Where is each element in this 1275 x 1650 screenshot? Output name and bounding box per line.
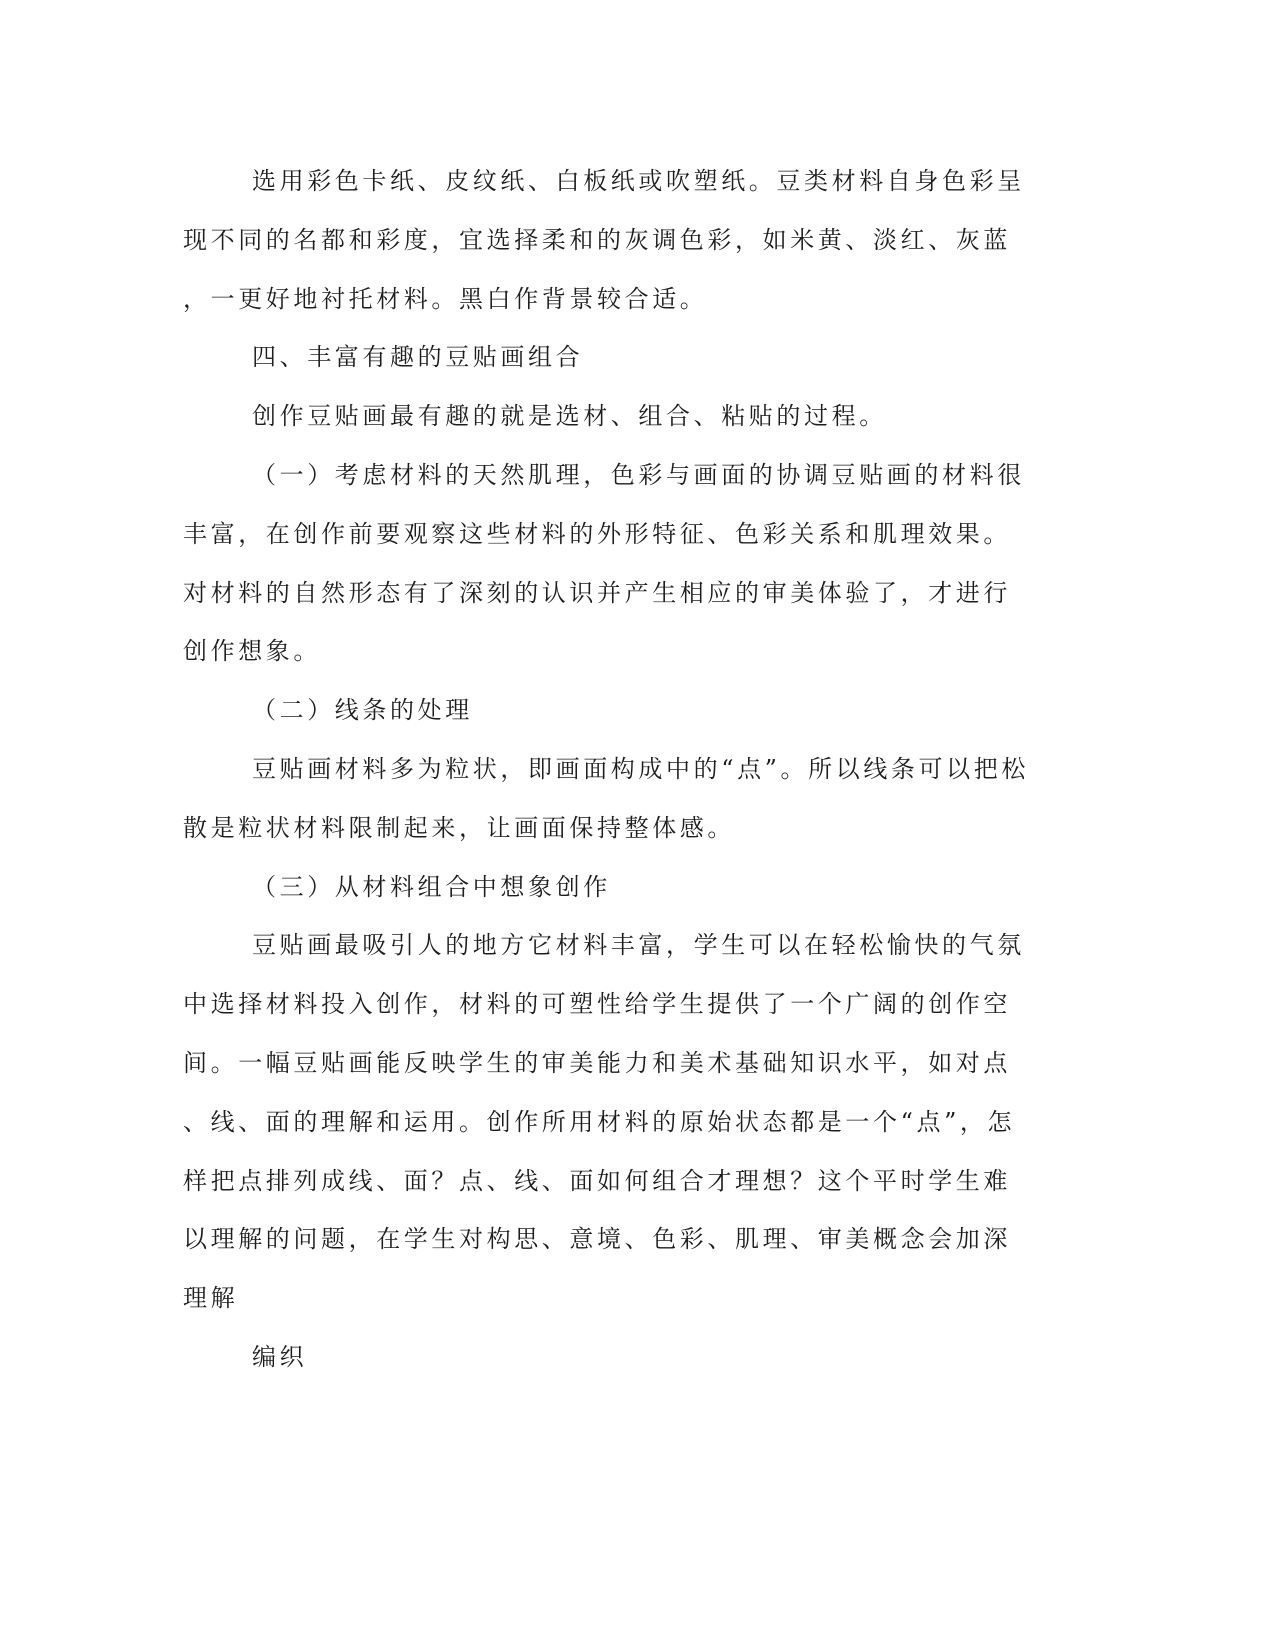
paragraph-subsection-1: [183, 446, 1083, 681]
text-line: 间。一幅豆贴画能反映学生的审美能力和美术基础知识水平，如对点: [183, 1048, 1011, 1077]
subsection-heading-2: [183, 681, 1083, 740]
paragraph-imagination: [183, 916, 1083, 1328]
text-line: 豆贴画最吸引人的地方它材料丰富，学生可以在轻松愉快的气氛: [252, 931, 1025, 960]
section-heading-4: [183, 328, 1083, 387]
text-line: 理解: [183, 1284, 239, 1313]
text-line: 创作豆贴画最有趣的就是选材、组合、粘贴的过程。: [252, 402, 887, 431]
text-line: 中选择材料投入创作，材料的可塑性给学生提供了一个广阔的创作空: [183, 990, 1011, 1019]
text-line: 样把点排列成线、面？点、线、面如何组合才理想？这个平时学生难: [183, 1166, 1011, 1195]
text-line: ，一更好地衬托材料。黑白作背景较合适。: [183, 284, 708, 313]
heading-line: （二）线条的处理: [252, 696, 473, 725]
text-line: 散是粒状材料限制起来，让画面保持整体感。: [183, 813, 735, 842]
paragraph-intro: [183, 387, 1083, 446]
paragraph-lines: [183, 740, 1083, 858]
text-line: 创作想象。: [183, 637, 321, 666]
text-line: 、线、面的理解和运用。创作所用材料的原始状态都是一个“点”，怎: [183, 1107, 1016, 1136]
text-line: 对材料的自然形态有了深刻的认识并产生相应的审美体验了，才进行: [183, 578, 1011, 607]
heading-line: 四、丰富有趣的豆贴画组合: [252, 343, 584, 372]
text-line: 豆贴画材料多为粒状，即画面构成中的“点”。所以线条可以把松: [252, 754, 1029, 783]
heading-line: （三）从材料组合中想象创作: [252, 872, 611, 901]
text-line: （一）考虑材料的天然肌理，色彩与画面的协调豆贴画的材料很: [252, 460, 1025, 489]
document-body: [183, 152, 1083, 1387]
section-heading-weaving: [183, 1328, 1083, 1387]
text-line: 现不同的名都和彩度，宜选择柔和的灰调色彩，如米黄、淡红、灰蓝: [183, 225, 1011, 254]
subsection-heading-3: [183, 858, 1083, 917]
text-line: 选用彩色卡纸、皮纹纸、白板纸或吹塑纸。豆类材料自身色彩呈: [252, 167, 1025, 195]
text-line: 丰富，在创作前要观察这些材料的外形特征、色彩关系和肌理效果。: [183, 519, 1011, 548]
heading-line: 编织: [252, 1342, 308, 1371]
paragraph-background-color: [183, 152, 1083, 328]
text-line: 以理解的问题，在学生对构思、意境、色彩、肌理、审美概念会加深: [183, 1225, 1011, 1254]
